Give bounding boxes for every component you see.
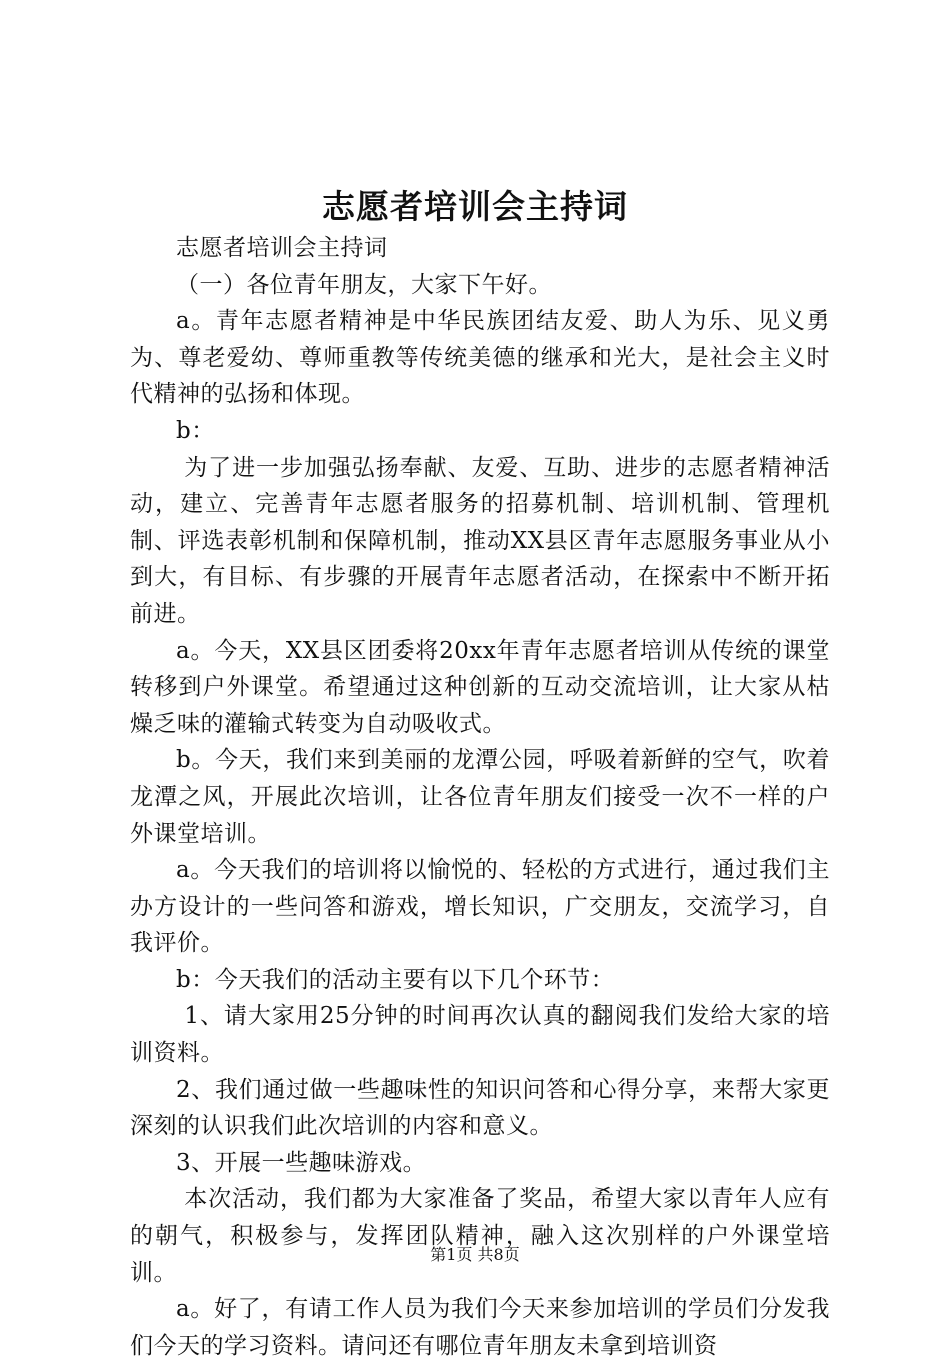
paragraph: 1、请大家用25分钟的时间再次认真的翻阅我们发给大家的培训资料。 [130, 1003, 831, 1067]
paragraph: 本次活动，我们都为大家准备了奖品，希望大家以青年人应有的朝气，积极参与，发挥团队精神，融入这次别样的户外课堂培训。 [130, 1186, 831, 1286]
paragraph: a。今天，XX县区团委将20xx年青年志愿者培训从传统的课堂转移到户外课堂。希望通过这种创新的互动交流培训，让大家从枯燥乏味的灌输式转变为自动吸收式。 [130, 637, 830, 737]
page-footer: 第1页 共8页 [430, 1245, 520, 1264]
paragraph: a。青年志愿者精神是中华民族团结友爱、助人为乐、见义勇为、尊老爱幼、尊师重教等传统美德的继承和光大，是社会主义时代精神的弘扬和体现。 [130, 308, 830, 408]
paragraph: a。今天我们的培训将以愉悦的、轻松的方式进行，通过我们主办方设计的一些问答和游戏，增长知识，广交朋友，交流学习，自我评价。 [130, 857, 830, 957]
paragraph: （一）各位青年朋友，大家下午好。 [176, 271, 552, 298]
paragraph: b： [176, 417, 215, 444]
document-body [130, 230, 830, 1364]
paragraph: a。好了，有请工作人员为我们今天来参加培训的学员们分发我们今天的学习资料。请问还有哪位青年朋友未拿到培训资 [130, 1296, 830, 1359]
paragraph: 2、我们通过做一些趣味性的知识问答和心得分享，来帮大家更深刻的认识我们此次培训的内容和意义。 [130, 1076, 830, 1140]
paragraph: 为了进一步加强弘扬奉献、友爱、互助、进步的志愿者精神活动，建立、完善青年志愿者服务的招募机制、培训机制、管理机制、评选表彰机制和保障机制，推动XX县区青年志愿服务事业从小到大，有目标、有步骤的开展青年志愿者活动，在探索中不断开拓前进。 [130, 454, 831, 627]
paragraph: 志愿者培训会主持词 [176, 235, 388, 261]
paragraph: 3、开展一些趣味游戏。 [176, 1149, 427, 1176]
paragraph: b。今天，我们来到美丽的龙潭公园，呼吸着新鲜的空气，吹着龙潭之风，开展此次培训，让各位青年朋友们接受一次不一样的户外课堂培训。 [130, 747, 830, 847]
paragraph: b：今天我们的活动主要有以下几个环节： [176, 966, 615, 993]
page-title: 志愿者培训会主持词 [322, 187, 628, 226]
